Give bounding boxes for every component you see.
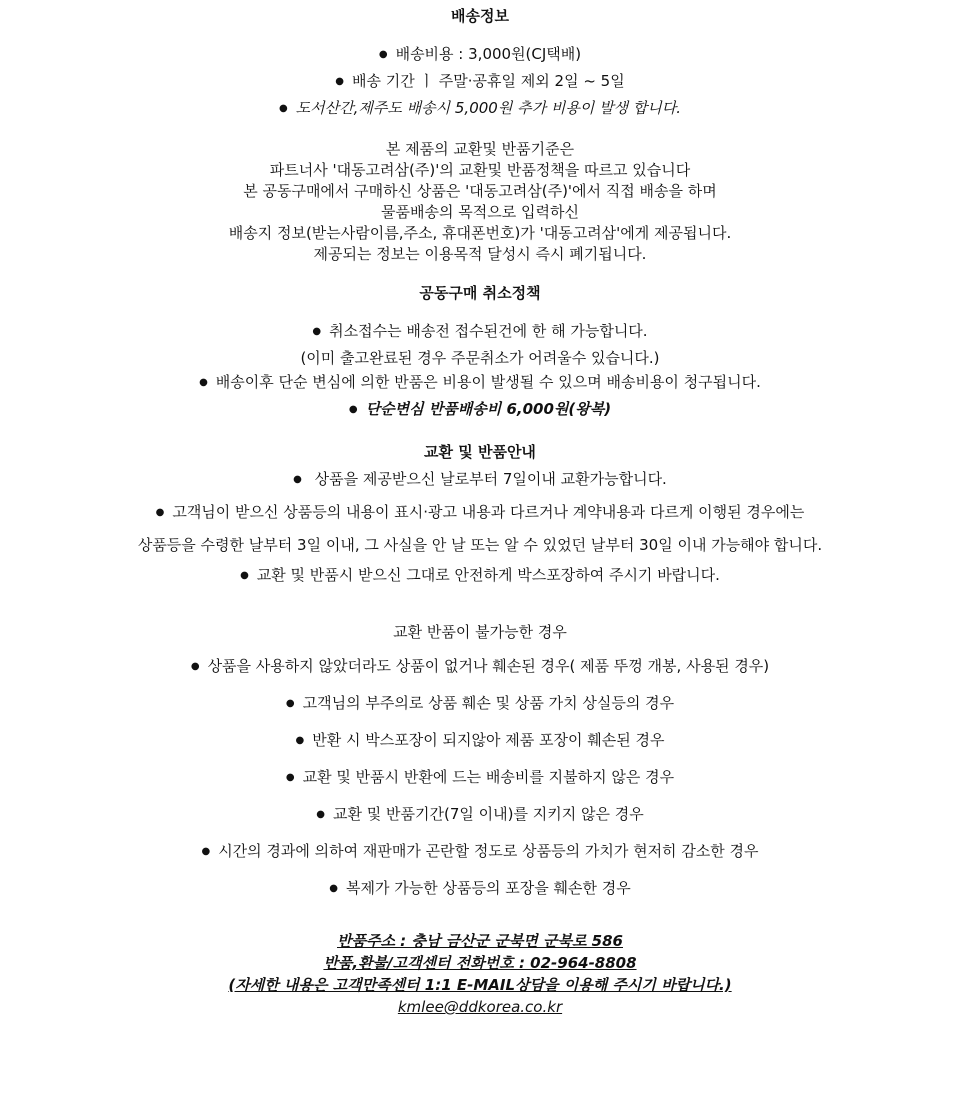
impossible-item: ● 교환 및 반품기간(7일 이내)를 지키지 않은 경우: [0, 797, 960, 834]
impossible-item: ● 교환 및 반품시 반환에 드는 배송비를 지불하지 않은 경우: [0, 760, 960, 797]
impossible-item: ● 복제가 가능한 상품등의 포장을 훼손한 경우: [0, 871, 960, 908]
policy-line: 본 공동구매에서 구매하신 상품은 '대동고려삼(주)'에서 직접 배송을 하며: [243, 182, 717, 200]
exchange-item: ● 고객님이 받으신 상품등의 내용이 표시·광고 내용과 다르거나 계약내용과 다르게 이행된 경우에는: [0, 497, 960, 530]
policy-line: 파트너사 '대동고려삼(주)'의 교환및 반품정책을 따르고 있습니다: [269, 161, 691, 179]
impossible-item: ● 상품을 사용하지 않았더라도 상품이 없거나 훼손된 경우( 제품 뚜껑 개봉, 사용된 경우): [0, 649, 960, 686]
shipping-title: 배송정보: [451, 7, 509, 25]
exchange-item-cont: 상품등을 수령한 날부터 3일 이내, 그 사실을 안 날 또는 알 수 있었던 날부터 30일 이내 가능해야 합니다.: [137, 536, 823, 554]
contact-block: [0, 930, 960, 1018]
cancel-item: ● 취소접수는 배송전 접수된건에 한 해 가능합니다.: [0, 319, 960, 346]
impossible-block: [0, 615, 960, 908]
cancel-item: ● 배송이후 단순 변심에 의한 반품은 비용이 발생될 수 있으며 배송비용이 청구됩니다.: [0, 370, 960, 397]
policy-line: 배송지 정보(받는사람이름,주소, 휴대폰번호)가 '대동고려삼'에게 제공됩니다.: [228, 224, 732, 242]
impossible-item: ● 반환 시 박스포장이 되지않아 제품 포장이 훼손된 경우: [0, 723, 960, 760]
policy-block: [0, 139, 960, 265]
customer-center-phone: 반품,환불/고객센터 전화번호 : 02-964-8808: [323, 954, 637, 972]
shipping-period: ● 배송 기간 ㅣ 주말·공휴일 제외 2일 ~ 5일: [0, 69, 960, 96]
cancel-item-note: (이미 출고완료된 경우 주문취소가 어려울수 있습니다.): [300, 349, 660, 367]
email-consult-note: (자세한 내용은 고객만족센터 1:1 E-MAIL상담을 이용해 주시기 바랍니다.): [228, 976, 732, 994]
policy-line: 제공되는 정보는 이용목적 달성시 즉시 폐기됩니다.: [313, 245, 647, 263]
return-address: 반품주소 : 충남 금산군 군북면 군북로 586: [337, 932, 623, 950]
exchange-item: ● 교환 및 반품시 받으신 그대로 안전하게 박스포장하여 주시기 바랍니다.: [0, 560, 960, 593]
policy-line: 본 제품의 교환및 반품기준은: [385, 140, 575, 158]
impossible-item: ● 고객님의 부주의로 상품 훼손 및 상품 가치 상실등의 경우: [0, 686, 960, 723]
exchange-item: ● 상품을 제공받으신 날로부터 7일이내 교환가능합니다.: [0, 464, 960, 497]
shipping-cost: ● 배송비용 : 3,000원(CJ택배): [0, 42, 960, 69]
impossible-title: 교환 반품이 불가능한 경우: [393, 623, 567, 641]
cancel-title: 공동구매 취소정책: [419, 284, 541, 302]
policy-line: 물품배송의 목적으로 입력하신: [381, 203, 579, 221]
shipping-remote-fee: ● 도서산간,제주도 배송시 5,000원 추가 비용이 발생 합니다.: [0, 96, 960, 123]
exchange-title: 교환 및 반품안내: [424, 443, 536, 461]
contact-email[interactable]: kmlee@ddkorea.co.kr: [397, 998, 563, 1016]
cancel-fee-item: ● 단순변심 반품배송비 6,000원(왕복): [0, 397, 960, 424]
impossible-item: ● 시간의 경과에 의하여 재판매가 곤란할 정도로 상품등의 가치가 현저히 감소한 경우: [0, 834, 960, 871]
